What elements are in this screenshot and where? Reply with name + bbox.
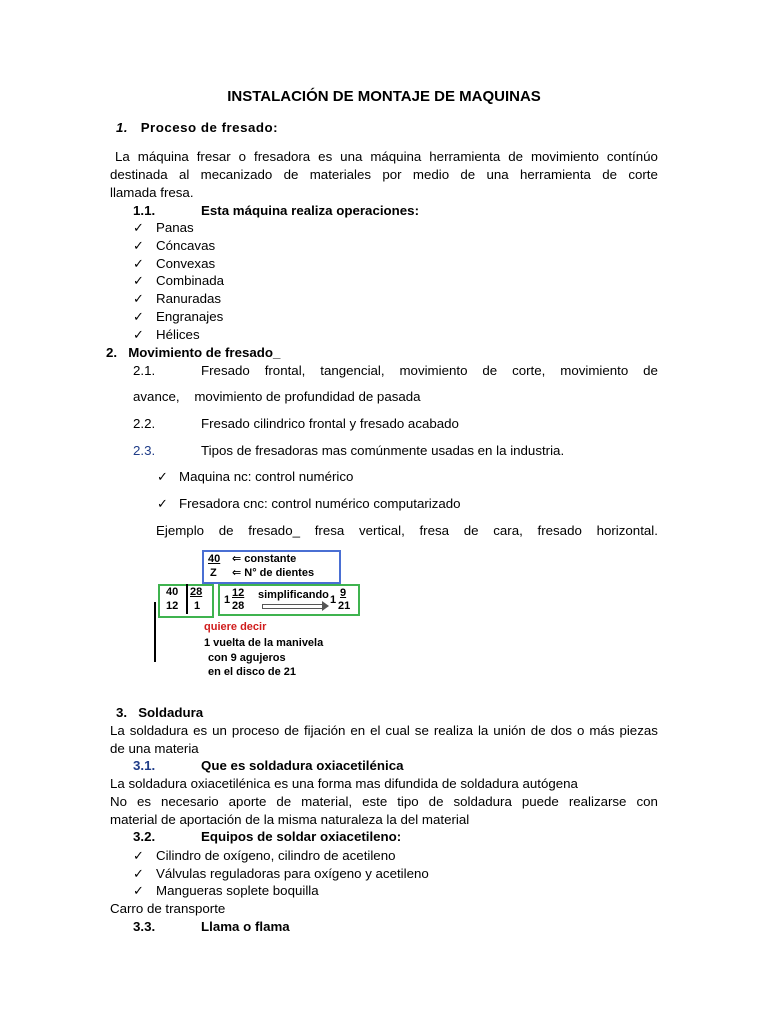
mixed-numerator: 12 [232,587,245,599]
check-icon: ✓ [133,848,144,863]
section-3-heading [116,704,203,722]
denominator-label: Z [210,567,217,579]
example-text: Ejemplo de fresado_ fresa vertical, fresa de cara, fresado horizontal. [156,523,658,538]
paragraph-line: destinada al mecanizado de materiales por medio de una herramienta de corte [110,167,658,182]
section-1-number: 1. [116,120,129,135]
subsection-3-2-title: Equipos de soldar oxiacetileno: [201,829,402,844]
quiere-decir-label: quiere decir [204,621,267,633]
paragraph-line: Carro de transporte [110,901,226,916]
dientes-label: ⇐ N° de dientes [232,567,315,579]
check-icon: ✓ [133,327,144,342]
section-3-title: Soldadura [138,705,204,720]
mixed-whole: 1 [330,594,337,606]
paragraph-line: La máquina fresar o fresadora es una máquina herramienta de movimiento contínúo [115,149,658,164]
subsection-1-1-title: Esta máquina realiza operaciones: [201,203,420,218]
figure-bar [154,602,156,662]
subsection-3-1-number: 3.1. [133,758,156,773]
section-2-title: Movimiento de fresado_ [128,345,281,360]
subsection-1-1-number: 1.1. [133,203,156,218]
paragraph-line: La soldadura oxiacetilénica es una forma mas difundida de soldadura autógena [110,776,578,791]
fraction-value: 28 [190,586,203,598]
check-icon: ✓ [133,883,144,898]
list-item: Engranajes [156,309,224,324]
mixed-whole: 1 [224,594,231,606]
list-item: Fresadora cnc: control numérico computarizado [179,496,461,511]
list-item: Convexas [156,256,216,271]
check-icon: ✓ [157,469,168,484]
division-figure [152,544,362,694]
figure-line: en el disco de 21 [208,666,297,678]
subsection-2-1-continuation: avance, movimiento de profundidad de pasada [133,389,421,404]
list-item: Hélices [156,327,200,342]
fraction-value: 40 [166,586,179,598]
list-item: Ranuradas [156,291,222,306]
list-item: Maquina nc: control numérico [179,469,354,484]
mixed-denominator: 28 [232,600,245,612]
figure-line: 1 vuelta de la manivela [204,637,324,649]
check-icon: ✓ [157,496,168,511]
subsection-3-1-title: Que es soldadura oxiacetilénica [201,758,404,773]
figure-line: con 9 agujeros [208,652,286,664]
check-icon: ✓ [133,273,144,288]
paragraph-line: No es necesario aporte de material, este tipo de soldadura puede realizarse con [110,794,658,809]
list-item: Válvulas reguladoras para oxígeno y acetileno [156,866,429,881]
paragraph-line: La soldadura es un proceso de fijación en el cual se realiza la unión de dos o más piezas [110,723,658,738]
section-2-number: 2. [106,345,118,360]
document-title: INSTALACIÓN DE MONTAJE DE MAQUINAS [227,88,541,105]
section-2-heading [106,344,280,362]
mixed-denominator: 21 [338,600,351,612]
check-icon: ✓ [133,256,144,271]
fraction-value: 12 [166,600,179,612]
subsection-2-2-text: Fresado cilindrico frontal y fresado acabado [201,416,459,431]
check-icon: ✓ [133,866,144,881]
list-item: Cóncavas [156,238,216,253]
paragraph-line: material de aportación de la misma naturaleza la del material [110,812,470,827]
check-icon: ✓ [133,309,144,324]
section-3-number: 3. [116,705,128,720]
check-icon: ✓ [133,220,144,235]
check-icon: ✓ [133,238,144,253]
list-item: Cilindro de oxígeno, cilindro de acetileno [156,848,396,863]
paragraph-line: llamada fresa. [110,185,194,200]
arrow-head-icon [322,601,329,611]
subsection-2-1-text: Fresado frontal, tangencial, movimiento de corte, movimiento de [201,363,658,378]
subsection-2-3-text: Tipos de fresadoras mas comúnmente usadas en la industria. [201,443,565,458]
mixed-numerator: 9 [340,587,347,599]
subsection-2-2-number: 2.2. [133,416,156,431]
paragraph-line: de una materia [110,741,199,756]
section-1-heading [116,119,278,137]
subsection-3-3-number: 3.3. [133,919,156,934]
subsection-3-3-title: Llama o flama [201,919,290,934]
check-icon: ✓ [133,291,144,306]
list-item: Combinada [156,273,225,288]
list-item: Mangueras soplete boquilla [156,883,319,898]
arrow-icon [262,604,324,609]
subsection-2-3-number: 2.3. [133,443,156,458]
division-bar [186,584,188,614]
constante-label: ⇐ constante [232,553,297,565]
fraction-value: 1 [194,600,201,612]
numerator-label: 40 [208,553,221,565]
subsection-3-2-number: 3.2. [133,829,156,844]
list-item: Panas [156,220,194,235]
simplify-label: simplificando [258,589,329,601]
section-1-title: Proceso de fresado: [140,120,279,135]
subsection-2-1-number: 2.1. [133,363,156,378]
